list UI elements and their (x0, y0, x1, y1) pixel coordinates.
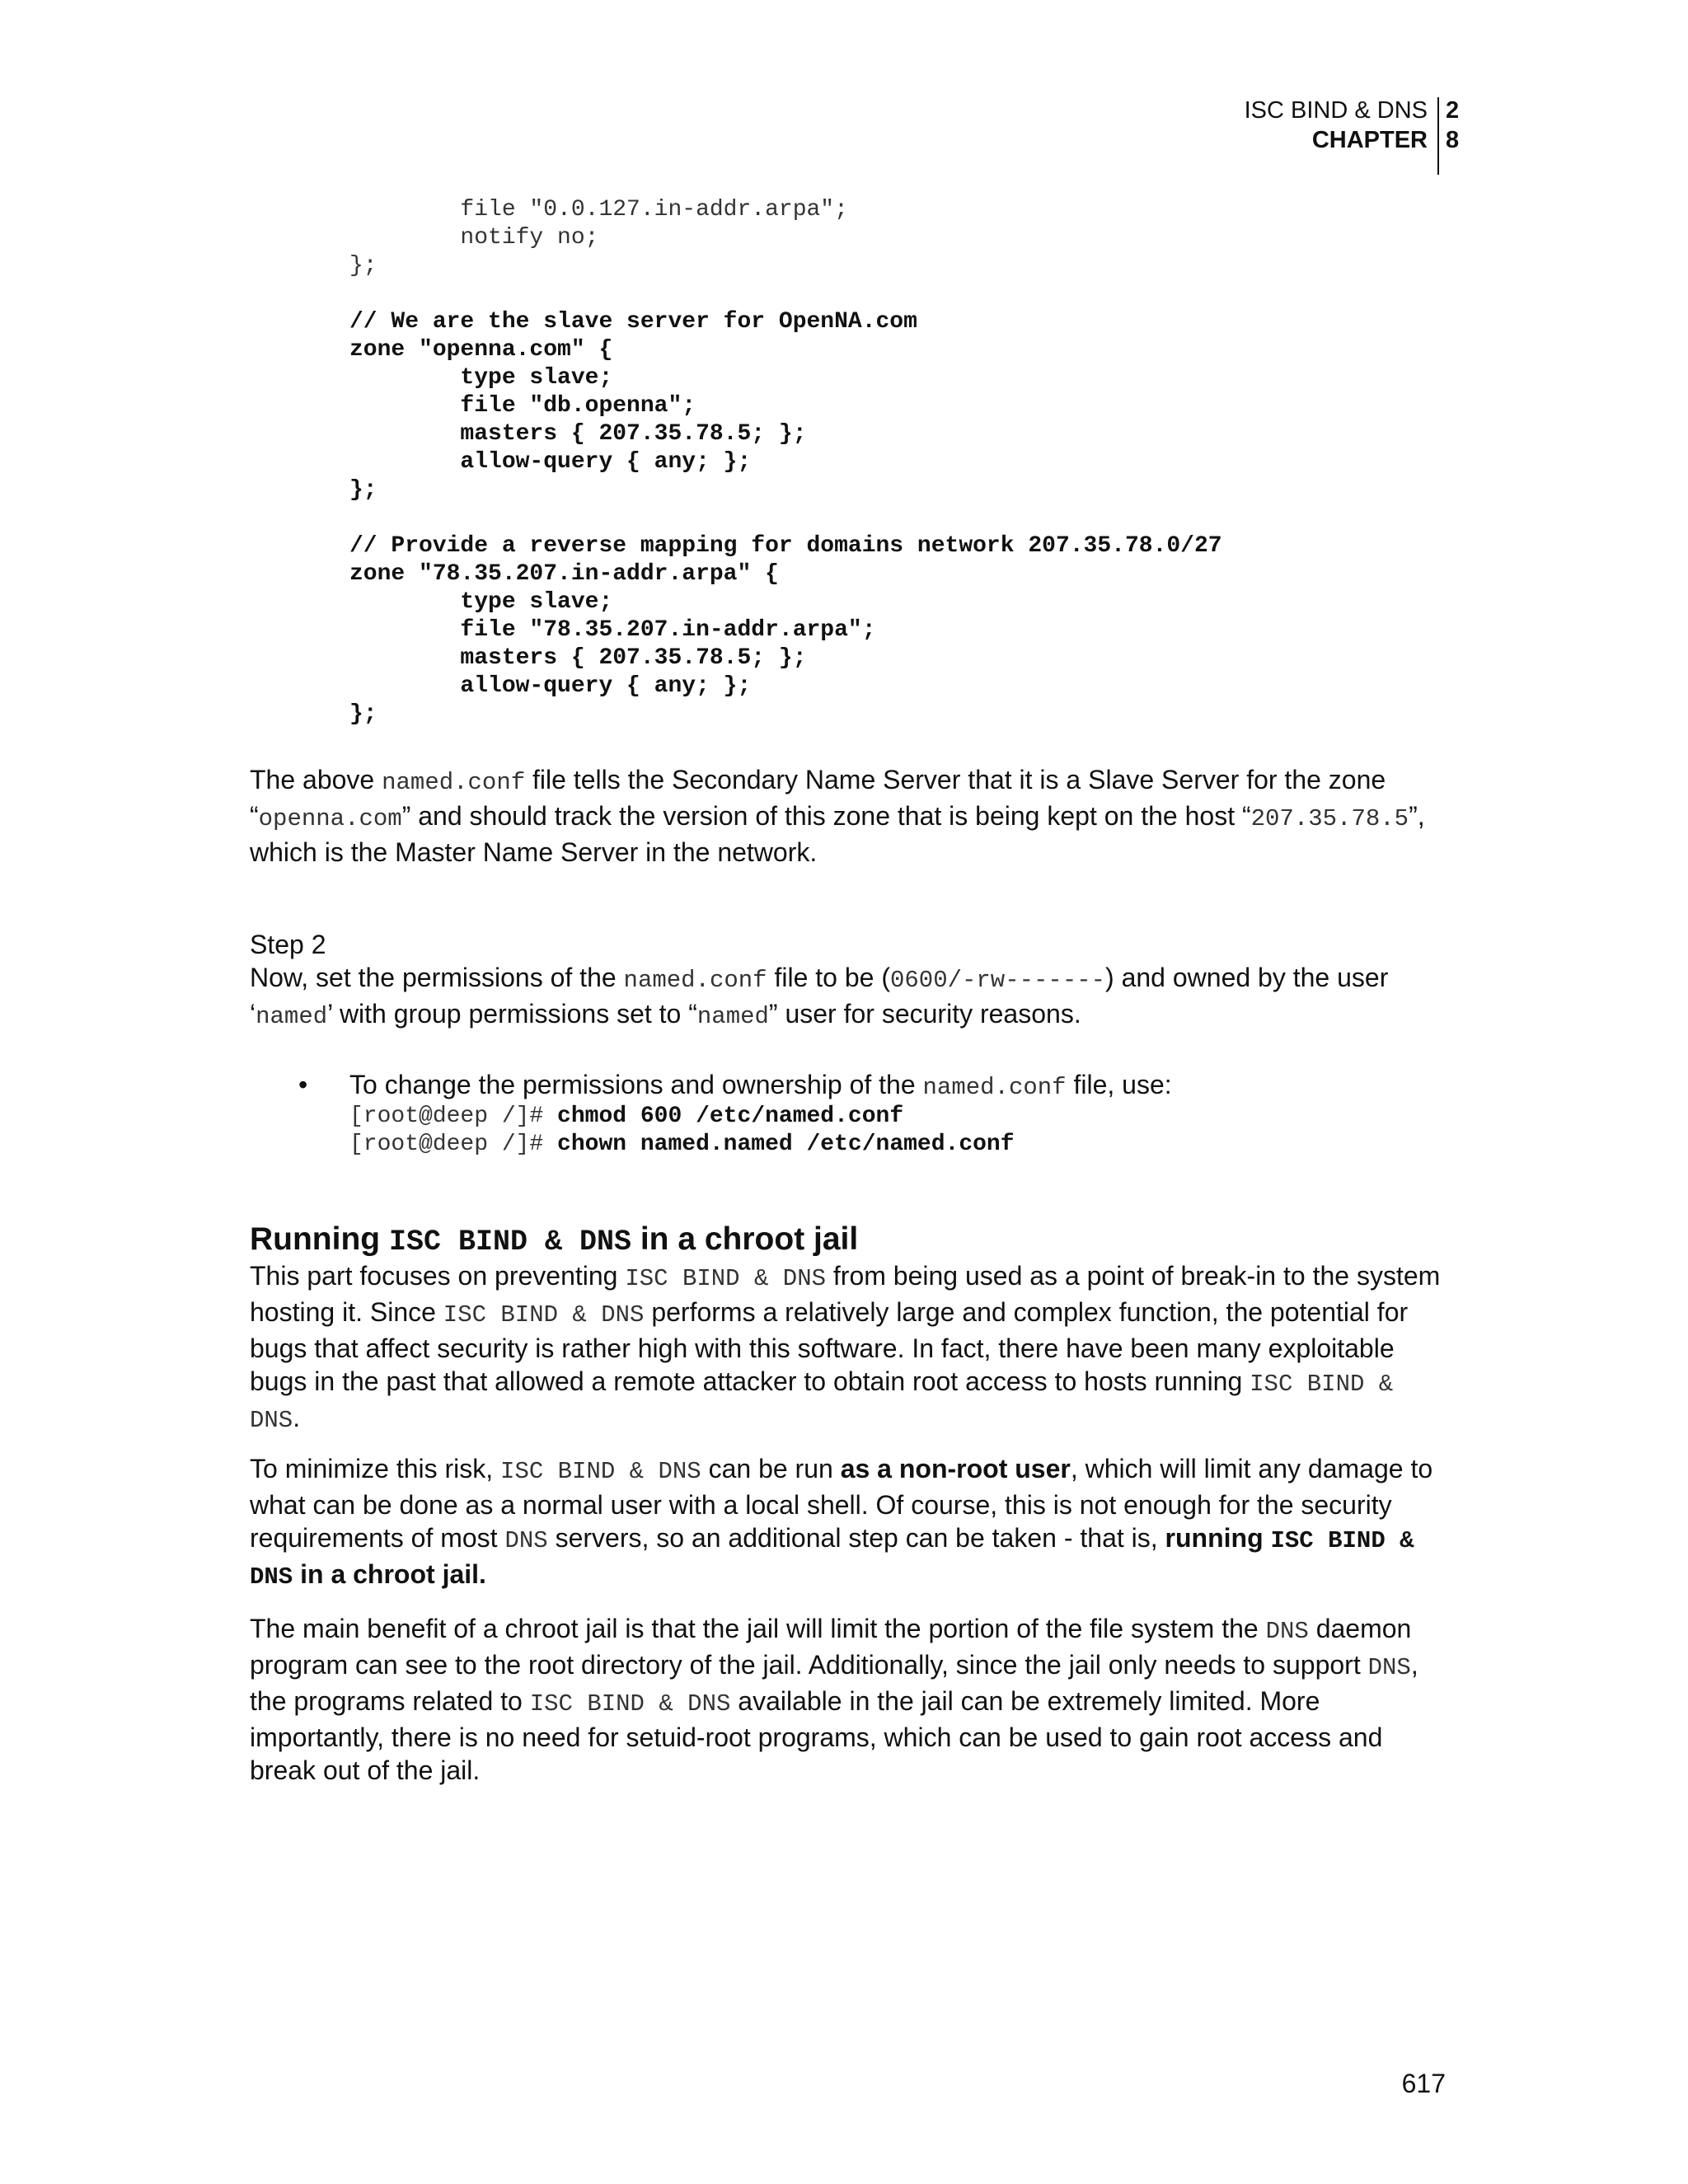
text: Running (250, 1221, 389, 1257)
text: file, use: (1066, 1070, 1172, 1099)
text: The above (250, 765, 382, 794)
paragraph-chroot-intro (250, 1259, 1453, 1437)
text: ) and owned by the user ‘ (250, 963, 1389, 1029)
bold-text: in a chroot jail. (293, 1559, 486, 1589)
code-line: }; (349, 253, 377, 279)
command-line-chmod (349, 1103, 903, 1131)
code-line: allow-query { any; }; (349, 673, 752, 699)
inline-code-bold: ISC BIND & DNS (250, 1527, 1414, 1591)
code-line: file "78.35.207.in-addr.arpa"; (349, 617, 876, 643)
paragraph-chroot-benefit (250, 1612, 1453, 1787)
inline-code: DNS (1367, 1654, 1411, 1681)
inline-code: named (696, 1003, 769, 1030)
bullet-icon: • (298, 1070, 308, 1099)
bullet-item (349, 1068, 1172, 1104)
text: , the programs related to (250, 1650, 1418, 1716)
bold-text: as a non-root user (840, 1454, 1071, 1483)
text: file to be ( (767, 963, 890, 992)
text: in a chroot jail (631, 1221, 859, 1257)
text: To minimize this risk, (250, 1454, 501, 1483)
header-title: ISC BIND & DNS (1244, 97, 1428, 124)
code-line: // Provide a reverse mapping for domains network 207.35.78.0/27 (349, 533, 1222, 559)
inline-code: named.conf (922, 1074, 1067, 1101)
text: ” and should track the version of this zone that is being kept on the host “ (401, 801, 1251, 831)
code-line: masters { 207.35.78.5; }; (349, 421, 807, 447)
page-number: 617 (1401, 2069, 1446, 2098)
command: chown named.named /etc/named.conf (557, 1132, 1015, 1157)
shell-prompt: [root@deep /]# (349, 1104, 558, 1129)
inline-code: named (256, 1003, 328, 1030)
text: from being used as a point of break-in to the system hosting it. Since (250, 1261, 1441, 1327)
code-block-zones (349, 308, 1222, 729)
inline-code: ISC BIND & DNS (443, 1301, 645, 1329)
text: available in the jail can be extremely limited. More importantly, there is no need for setuid-root programs, which can be used to gain root access and break out of the jail. (250, 1686, 1383, 1785)
text: Now, set the permissions of the (250, 963, 624, 992)
inline-code: openna.com (258, 805, 402, 832)
text: file tells the Secondary Name Server that it is a Slave Server for the zone “ (250, 765, 1386, 831)
code-line: notify no; (349, 225, 599, 251)
inline-code: ISC BIND & DNS (388, 1226, 632, 1258)
text: performs a relatively large and complex function, the potential for bugs that affect security is rather high with this software. In fact, there have been many exploitable bugs in the past that allowed a remote attacker to obtain root access to hosts running (250, 1297, 1409, 1396)
text: ”, which is the Master Name Server in the network. (250, 801, 1425, 867)
command: chmod 600 /etc/named.conf (557, 1104, 904, 1129)
inline-code: ISC BIND & DNS (625, 1265, 826, 1292)
bold-text: running (1165, 1523, 1271, 1553)
running-header (1245, 96, 1437, 155)
code-line: masters { 207.35.78.5; }; (349, 645, 807, 671)
text: can be run (701, 1454, 841, 1483)
code-line: file "db.openna"; (349, 393, 696, 419)
header-chapter-label: CHAPTER (1311, 127, 1428, 153)
code-line: type slave; (349, 589, 613, 615)
inline-code: 0600/-rw------- (889, 967, 1106, 994)
text: servers, so an additional step can be taken - that is, (547, 1523, 1165, 1553)
code-line: allow-query { any; }; (349, 449, 752, 475)
code-line: zone "openna.com" { (349, 337, 613, 363)
inline-code: ISC BIND & DNS (529, 1690, 731, 1718)
section-heading (250, 1220, 858, 1262)
command-line-chown (349, 1131, 1015, 1159)
inline-code: 207.35.78.5 (1250, 805, 1409, 832)
text: To change the permissions and ownership of the (349, 1070, 923, 1099)
text: , which will limit any damage to what can be done as a normal user with a local shell. Of course, this is not enough for the security requirements of most (250, 1454, 1433, 1553)
code-line: file "0.0.127.in-addr.arpa"; (349, 197, 848, 223)
paragraph-named-conf-explanation (250, 763, 1453, 869)
chapter-digit-1: 2 (1446, 97, 1460, 124)
paragraph-minimize-risk (250, 1452, 1453, 1594)
code-line: type slave; (349, 365, 613, 391)
text: This part focuses on preventing (250, 1261, 626, 1291)
header-divider (1437, 97, 1439, 175)
inline-code: DNS (1265, 1618, 1309, 1645)
chapter-digit-2: 8 (1446, 127, 1460, 153)
code-line: // We are the slave server for OpenNA.com (349, 309, 917, 335)
code-line: }; (349, 477, 377, 503)
text: ” user for security reasons. (768, 999, 1081, 1029)
shell-prompt: [root@deep /]# (349, 1132, 558, 1157)
header-chapter-number (1446, 96, 1459, 155)
inline-code: DNS (504, 1527, 548, 1554)
code-block-top (349, 196, 848, 280)
inline-code: ISC BIND & DNS (250, 1371, 1394, 1434)
paragraph-step-2 (250, 961, 1453, 1033)
inline-code: named.conf (623, 967, 767, 994)
code-line: }; (349, 701, 377, 727)
inline-code: ISC BIND & DNS (500, 1458, 701, 1485)
step-2-label: Step 2 (250, 930, 326, 959)
text: The main benefit of a chroot jail is that the jail will limit the portion of the file system the (250, 1614, 1266, 1643)
text: ’ with group permissions set to “ (327, 999, 697, 1029)
inline-code: named.conf (382, 769, 526, 796)
text: . (293, 1403, 301, 1432)
code-line: zone "78.35.207.in-addr.arpa" { (349, 561, 779, 587)
text: daemon program can see to the root directory of the jail. Additionally, since the jail only needs to support (250, 1614, 1412, 1680)
